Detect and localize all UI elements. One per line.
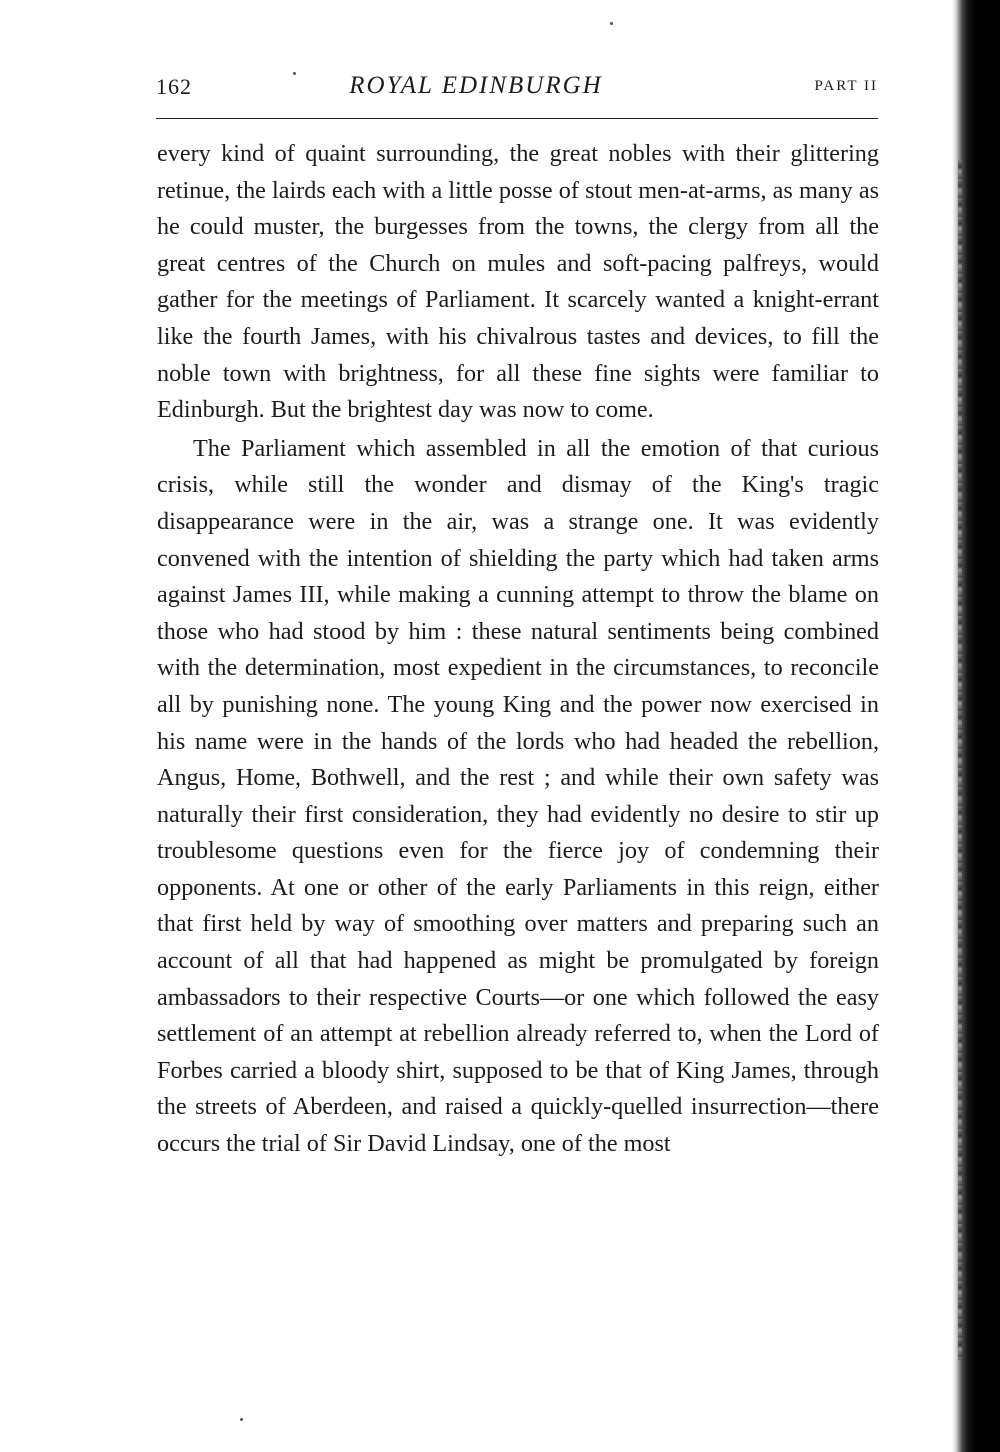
- header-divider: [156, 118, 878, 119]
- paragraph-continuation: every kind of quaint surrounding, the great nobles with their glittering retinue, the lairds each with a little posse of stout men-at-arms, as many as he could muster, the burgesses from the towns, the clergy from all the great centres of the Church on mules and soft-pacing palfreys, would gather for the meetings of Parliament. It scarcely wanted a knight-errant like the fourth James, with his chivalrous tastes and devices, to fill the noble town with brightness, for all these fine sights were familiar to Edinburgh. But the brightest day was now to come.: [157, 140, 879, 424]
- body-text: [157, 136, 879, 1163]
- paragraph: The Parliament which assembled in all the emotion of that curious crisis, while still the wonder and dismay of the King's tragic disappearance were in the air, was a strange one. It was evidently convened with the intention of shielding the party which had taken arms against James III, while making a cunning attempt to throw the blame on those who had stood by him : these natural sentiments being combined with the determination, most expedient in the circumstances, to reconcile all by punishing none. The young King and the power now exercised in his name were in the hands of the lords who had headed the rebellion, Angus, Home, Bothwell, and the rest ; and while their own safety was naturally their first consideration, they had evidently no desire to stir up troublesome questions even for the fierce joy of condemning their opponents. At one or other of the early Parliaments in this reign, either that first held by way of smoothing over matters and preparing such an account of all that had happened as might be promulgated by foreign ambassadors to their respective Courts—or one which followed the easy settlement of an attempt at rebellion already referred to, when the Lord of Forbes carried a bloody shirt, supposed to be that of King James, through the streets of Aberdeen, and raised a quickly-quelled insurrection—there occurs the trial of Sir David Lindsay, one of the most: [157, 434, 879, 1158]
- page-header: [156, 74, 878, 104]
- scan-speck: [610, 22, 613, 25]
- scan-speck: [240, 1418, 243, 1421]
- binding-shadow: [952, 0, 1000, 1452]
- running-title: ROYAL EDINBURGH: [349, 72, 603, 99]
- page-number: 162: [156, 74, 192, 99]
- part-label: PART II: [814, 78, 878, 94]
- scan-speck: [293, 72, 296, 75]
